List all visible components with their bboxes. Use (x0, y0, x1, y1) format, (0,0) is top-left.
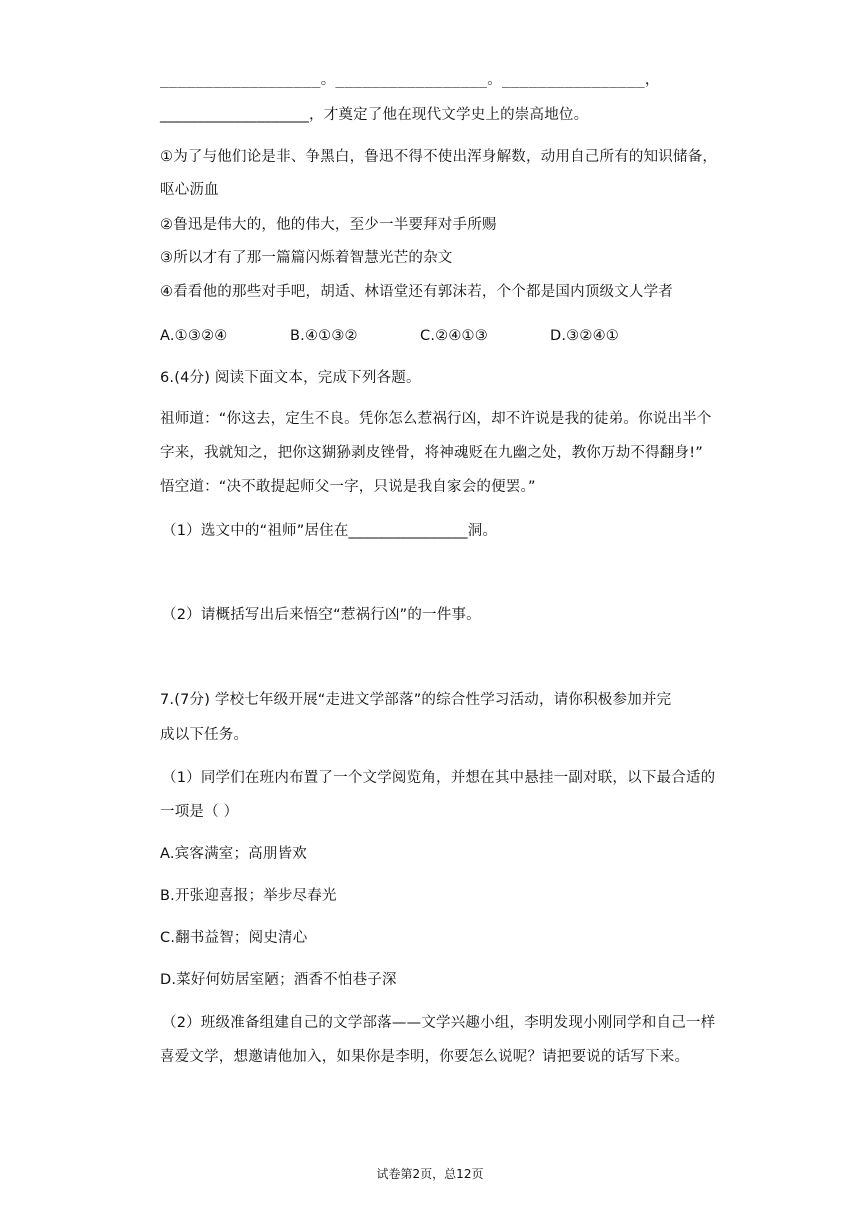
q5-option-d: D.③②④① (550, 328, 619, 344)
q6-sub-question-1: （1）选文中的“祖师”居住在________________洞。 (162, 523, 498, 539)
answer-blank-line-1: __________________。_________________。________________， (160, 72, 660, 88)
q7-header-line-1: 7.(7分) 学校七年级开展“走进文学部落”的综合性学习活动，请你积极参加并完 (160, 692, 672, 708)
q7-header-line-2: 成以下任务。 (160, 727, 249, 743)
q7-option-c: C.翻书益智；阅史清心 (160, 930, 308, 946)
q5-item-1-cont: 呕心沥血 (160, 182, 219, 198)
page-footer: 试卷第2页，总12页 (376, 1167, 484, 1181)
q6-passage-line-1: 祖师道：“你这去，定生不良。凭你怎么惹祸行凶，却不许说是我的徒弟。你说出半个 (160, 411, 712, 427)
q7-sub2-line-1: （2）班级准备组建自己的文学部落——文学兴趣小组，李明发现小刚同学和自己一样 (162, 1015, 716, 1031)
q5-item-1: ①为了与他们论是非、争黑白，鲁迅不得不使出浑身解数，动用自己所有的知识储备， (160, 149, 718, 165)
q6-passage-line-2: 字来，我就知之，把你这猢狲剥皮锉骨，将神魂贬在九幽之处，教你万劫不得翻身!” (160, 445, 703, 461)
q7-sub1-line-2: 一项是（ ） (160, 804, 239, 820)
q6-sub-question-2: （2）请概括写出后来悟空“惹祸行凶”的一件事。 (162, 607, 481, 623)
q5-item-4: ④看看他的那些对手吧，胡适、林语堂还有郭沫若，个个都是国内顶级文人学者 (160, 284, 673, 300)
q7-sub2-line-2: 喜爱文学，想邀请他加入，如果你是李明，你要怎么说呢？请把要说的话写下来。 (160, 1049, 690, 1065)
q7-option-d: D.菜好何妨居室陋；酒香不怕巷子深 (160, 972, 397, 988)
q6-passage-line-3: 悟空道：“决不敢提起师父一字，只说是我自家会的便罢。” (160, 479, 536, 495)
answer-blank-line-2: ____________________，才奠定了他在现代文学史上的崇高地位。 (160, 107, 589, 123)
q7-sub1-line-1: （1）同学们在班内布置了一个文学阅览角，并想在其中悬挂一副对联，以下最合适的 (162, 770, 716, 786)
q7-option-b: B.开张迎喜报；举步尽春光 (160, 888, 337, 904)
q6-header: 6.(4分) 阅读下面文本，完成下列各题。 (160, 370, 421, 386)
q7-option-a: A.宾客满室；高朋皆欢 (160, 846, 307, 862)
q5-item-2: ②鲁迅是伟大的，他的伟大，至少一半要拜对手所赐 (160, 217, 497, 233)
q5-item-3: ③所以才有了那一篇篇闪烁着智慧光芒的杂文 (160, 250, 453, 266)
q5-option-b: B.④①③② (290, 328, 358, 344)
q5-option-c: C.②④①③ (420, 328, 488, 344)
q5-option-a: A.①③②④ (160, 328, 228, 344)
